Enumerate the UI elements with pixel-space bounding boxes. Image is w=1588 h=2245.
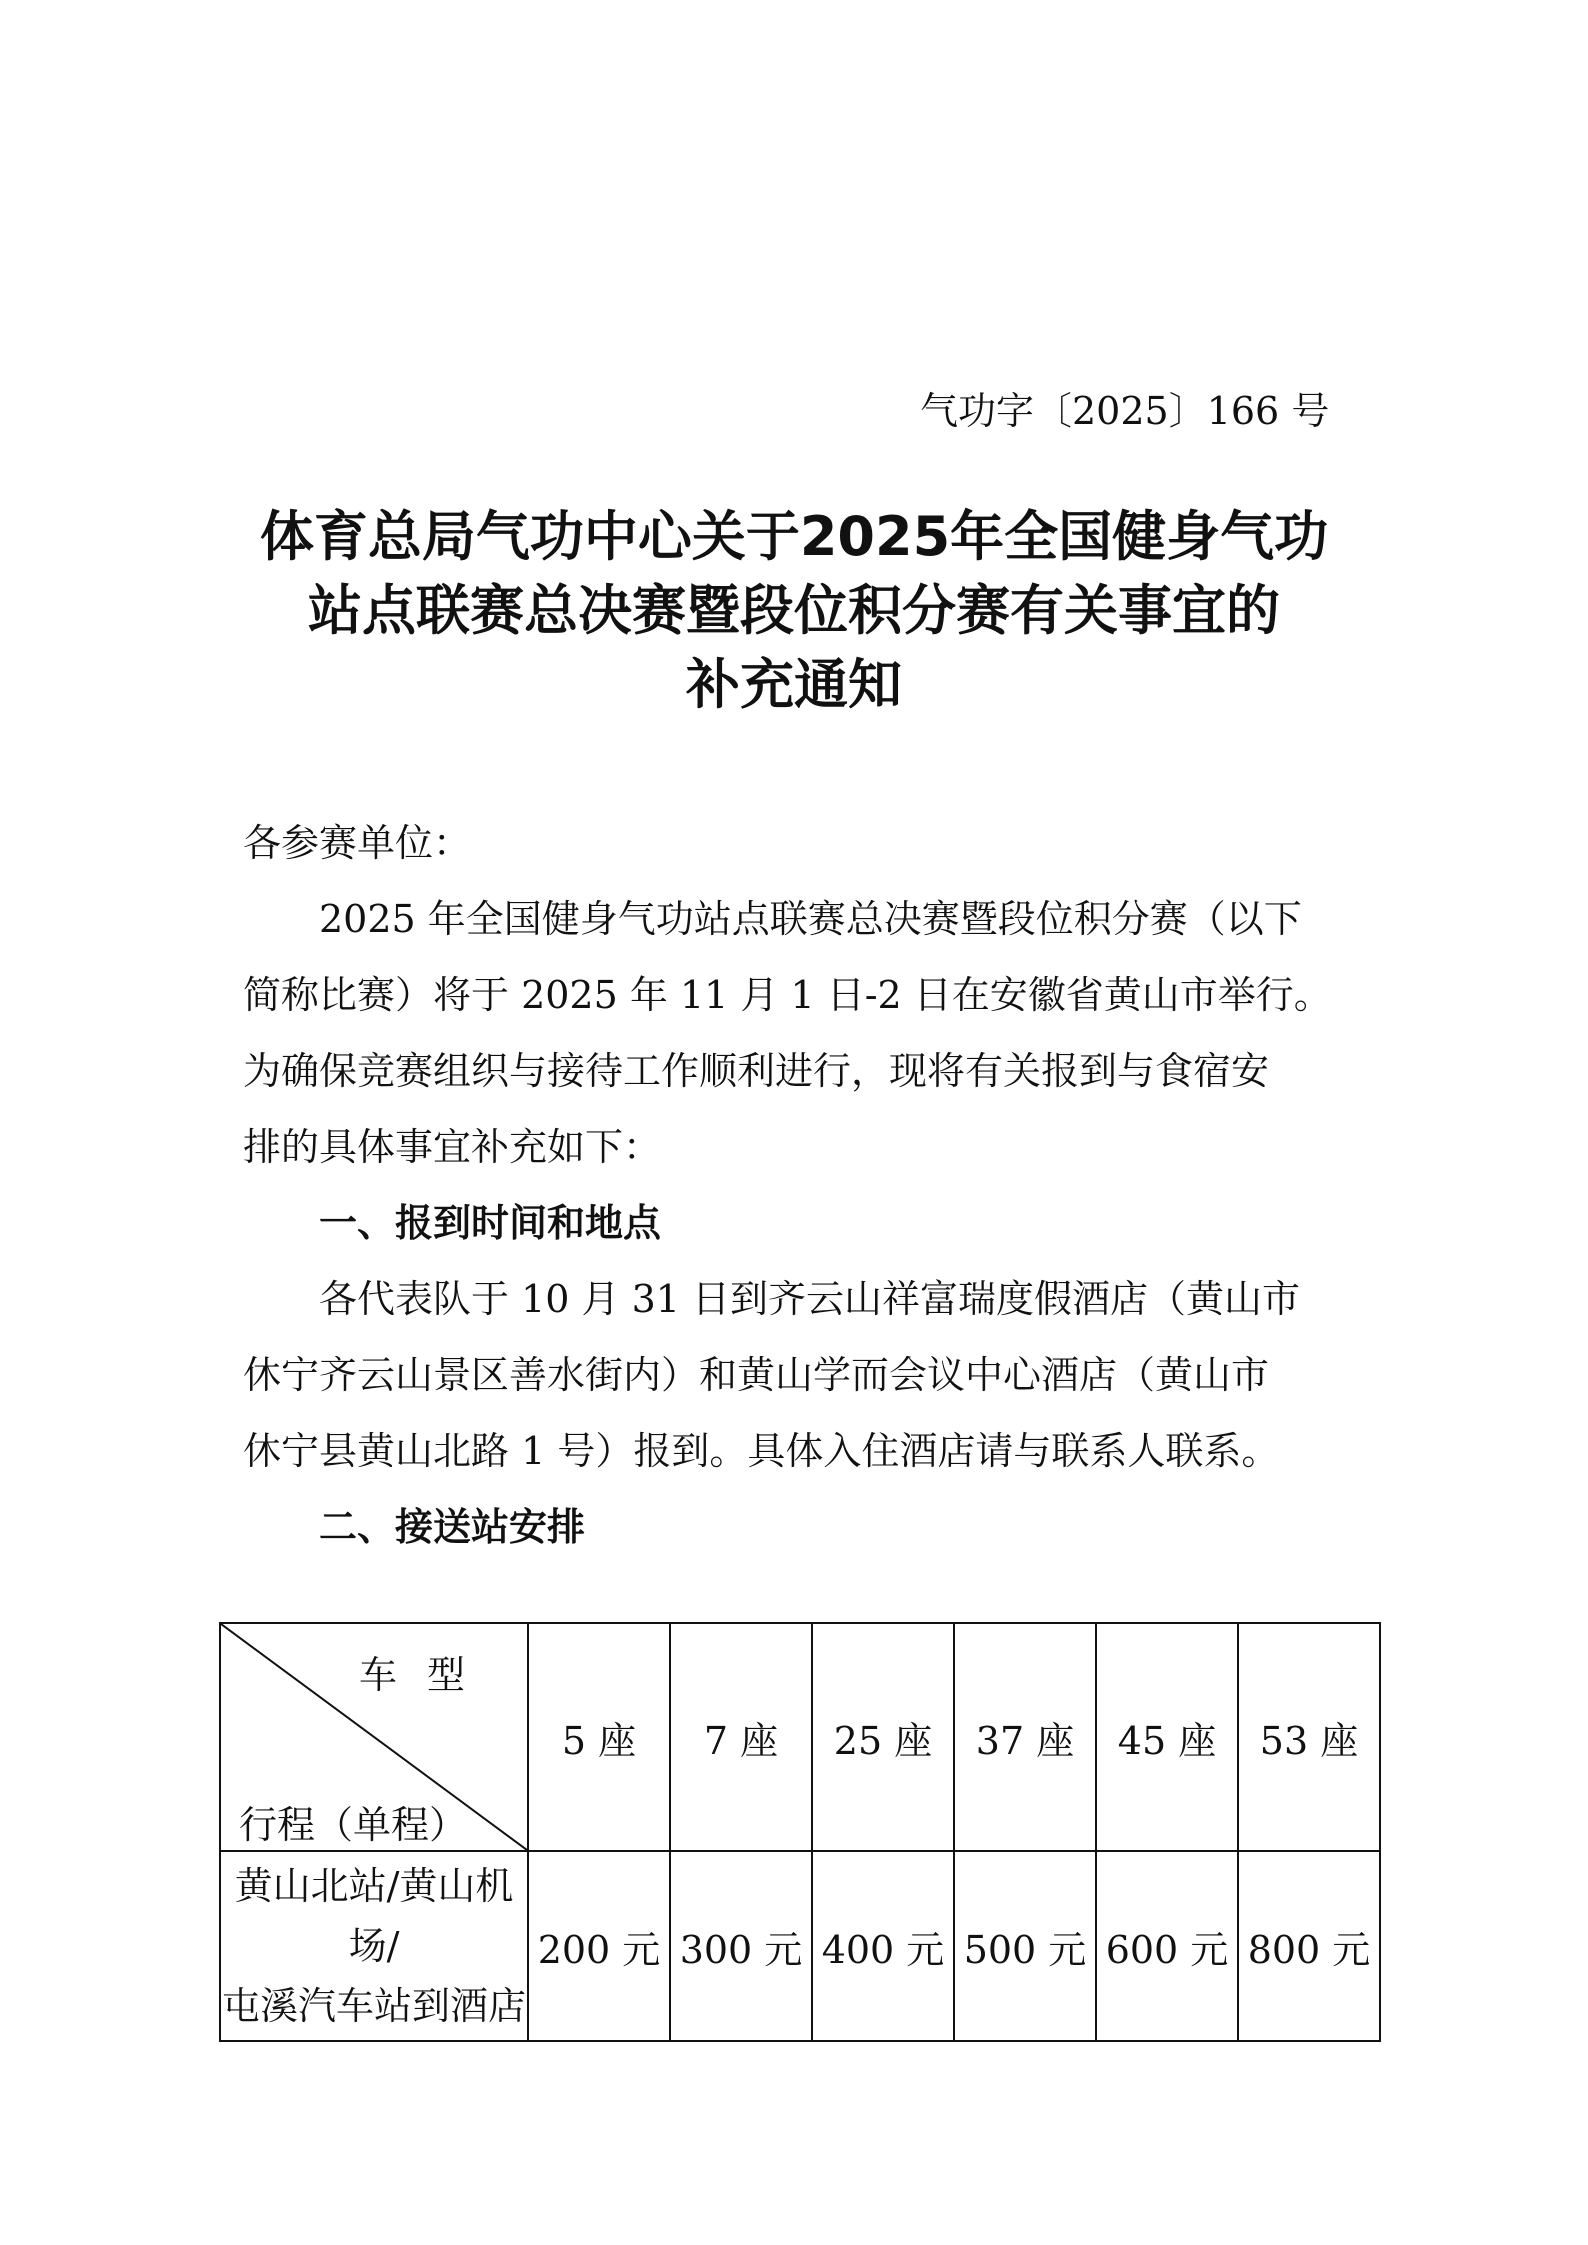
seat-type-header: 45 座 bbox=[1096, 1623, 1238, 1851]
document-number: 气功字〔2025〕166 号 bbox=[920, 389, 1330, 433]
registration-paragraph bbox=[243, 1261, 1363, 1489]
title-line: 体育总局气功中心关于2025年全国健身气功 bbox=[259, 505, 1329, 568]
paragraph-line: 为确保竞赛组织与接待工作顺利进行，现将有关报到与食宿安 bbox=[243, 1049, 1270, 1093]
route-line: 黄山北站/黄山机场/ bbox=[234, 1864, 514, 1968]
seat-type-header: 5 座 bbox=[528, 1623, 670, 1851]
salutation: 各参赛单位： bbox=[243, 821, 472, 865]
price-cell: 400 元 bbox=[812, 1851, 954, 2041]
route-cell bbox=[220, 1851, 528, 2041]
seat-type-header: 53 座 bbox=[1238, 1623, 1380, 1851]
price-cell: 500 元 bbox=[954, 1851, 1096, 2041]
intro-paragraph bbox=[243, 881, 1363, 1185]
price-cell: 600 元 bbox=[1096, 1851, 1238, 2041]
document-title bbox=[190, 500, 1398, 722]
price-cell: 200 元 bbox=[528, 1851, 670, 2041]
title-line: 补充通知 bbox=[686, 653, 902, 716]
paragraph-line: 排的具体事宜补充如下： bbox=[243, 1125, 662, 1169]
title-line: 站点联赛总决赛暨段位积分赛有关事宜的 bbox=[308, 579, 1280, 642]
price-cell: 300 元 bbox=[670, 1851, 812, 2041]
diagonal-header-cell bbox=[220, 1623, 528, 1851]
route-label: 行程（单程） bbox=[239, 1803, 468, 1847]
seat-type-header: 37 座 bbox=[954, 1623, 1096, 1851]
price-cell: 800 元 bbox=[1238, 1851, 1380, 2041]
paragraph-line: 休宁齐云山景区善水街内）和黄山学而会议中心酒店（黄山市 bbox=[243, 1353, 1270, 1397]
seat-type-header: 7 座 bbox=[670, 1623, 812, 1851]
table-row bbox=[220, 1851, 1380, 2041]
section-heading-registration: 一、报到时间和地点 bbox=[319, 1201, 662, 1245]
paragraph-line: 简称比赛）将于 2025 年 11 月 1 日-2 日在安徽省黄山市举行。 bbox=[243, 973, 1332, 1017]
paragraph-line: 各代表队于 10 月 31 日到齐云山祥富瑞度假酒店（黄山市 bbox=[319, 1277, 1301, 1321]
section-heading-shuttle: 二、接送站安排 bbox=[319, 1505, 586, 1549]
vehicle-type-label: 车型 bbox=[359, 1653, 496, 1697]
route-line: 屯溪汽车站到酒店 bbox=[221, 1984, 526, 2028]
seat-type-header: 25 座 bbox=[812, 1623, 954, 1851]
table-header-row bbox=[220, 1623, 1380, 1851]
shuttle-fare-table bbox=[219, 1622, 1381, 2042]
paragraph-line: 2025 年全国健身气功站点联赛总决赛暨段位积分赛（以下 bbox=[319, 897, 1302, 941]
paragraph-line: 休宁县黄山北路 1 号）报到。具体入住酒店请与联系人联系。 bbox=[243, 1429, 1280, 1473]
